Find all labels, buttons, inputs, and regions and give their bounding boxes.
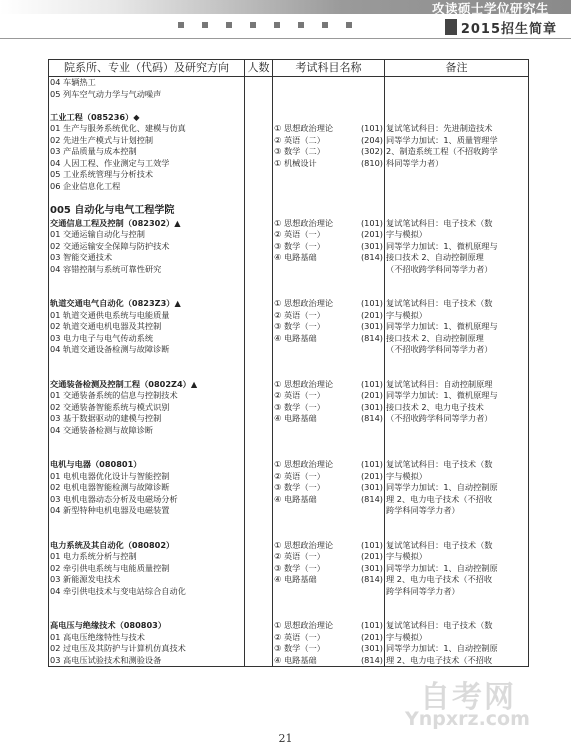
table-row [49,204,529,218]
direction-line: 02 牵引供电系统与电能质量控制 [50,562,170,573]
major-title: 高电压与绝缘技术（080803） [50,620,167,630]
count-cell [245,298,273,379]
subject-line [274,574,383,586]
direction-line: 04 容错控制与系统可靠性研究 [50,263,162,274]
major-title: 交通信息工程及控制（082302）▲ [50,217,181,228]
note-line: 复试笔试科目：电子技术（数 [386,620,493,630]
subjects-cell [273,540,385,621]
notes-cell [385,298,529,379]
subjects-cell [273,379,385,460]
direction-line: 04 新型特种电机电器及电磁装置 [50,505,170,515]
direction-line: 01 交通运输自动化与控制 [50,229,145,239]
note-line: 复试笔试科目：先进制造技术 [386,123,493,133]
note-line: （不招收跨学科同等学力者） [386,413,493,423]
subjects-cell [273,620,385,667]
spacer [50,448,243,460]
subject-name: ② 英语（一） [274,390,325,400]
subject-line [274,551,383,563]
major-title: 电力系统及其自动化（080802） [50,539,175,550]
banner-title: 攻读硕士学位研究生 [431,1,549,16]
note-line: 同等学力加试：1、自动控制原 [386,562,498,573]
subject-name: ① 思想政治理论 [274,298,334,308]
note-line: （不招收跨学科同等学力者） [386,263,493,274]
major-cell [49,204,245,218]
subject-line [274,123,383,135]
subject-line [274,379,383,391]
direction-line: 02 过电压及其防护与计算机仿真技术 [50,643,186,653]
notes-cell [385,77,529,112]
direction-line: 03 产品质量与成本控制 [50,146,137,156]
note-line: 字与模拟） [386,551,427,561]
subject-name: ③ 数学（一） [274,643,325,653]
table-row [49,77,529,112]
count-cell [245,112,273,204]
direction-line: 05 工业系统管理与分析技术 [50,169,154,179]
subject-name: ② 英语（一） [274,551,325,561]
count-cell [245,620,273,667]
direction-line: 04 人因工程、作业测定与工效学 [50,157,170,168]
subject-code: (814) [360,574,383,584]
subject-line [274,563,383,575]
direction-line: 02 电机电器智能检测与故障诊断 [50,482,170,492]
direction-line: 02 轨道交通电机电器及其控制 [50,321,162,331]
page-banner [0,0,571,40]
subject-name: ③ 数学（一） [274,240,325,251]
spacer [274,112,383,124]
subject-line [274,655,383,667]
subject-code: (301) [360,401,383,412]
spacer [50,356,243,368]
count-cell [245,218,273,299]
spacer [50,287,243,299]
subject-line [274,402,383,414]
notes-cell [385,218,529,299]
direction-line: 01 电机电器优化设计与智能控制 [50,470,170,481]
note-line: 理 2、电力电子技术（不招收 [386,574,493,584]
subjects-cell [273,204,385,218]
note-line: 字与模拟） [386,470,427,481]
note-line: 同等学力加试：1、微机原理与 [386,240,498,251]
subject-code: (814) [360,493,383,504]
subject-name: ③ 数学（一） [274,482,325,492]
school-title: 005 自动化与电气工程学院 [50,204,175,216]
major-cell [49,218,245,299]
subject-line [274,241,383,253]
subject-code: (204) [360,134,383,145]
spacer [50,597,243,609]
subject-name: ① 思想政治理论 [274,539,334,550]
subject-name: ④ 电路基础 [274,654,317,665]
subject-code: (814) [360,413,383,423]
table-row [49,218,529,299]
subject-code: (101) [360,123,383,133]
subject-code: (201) [360,631,383,642]
spacer [386,112,527,124]
col-header-notes: 备注 [385,60,529,77]
subject-name: ② 英语（一） [274,309,325,320]
subject-name: ① 机械设计 [274,157,317,168]
watermark-url: Ynpxrz.com [405,708,530,730]
notes-cell [385,540,529,621]
direction-line: 03 基于数据驱动的建模与控制 [50,413,162,423]
subject-line [274,218,383,230]
subject-name: ③ 数学（一） [274,562,325,573]
direction-line: 03 新能源发电技术 [50,574,121,584]
subject-name: ① 思想政治理论 [274,620,334,630]
note-line: 字与模拟） [386,309,427,320]
subject-name: ② 英语（一） [274,229,325,239]
subject-code: (101) [360,539,383,550]
subject-line [274,321,383,333]
note-line: 复试笔试科目：电子技术（数 [386,539,493,550]
subject-name: ③ 数学（二） [274,146,325,156]
note-line: 字与模拟） [386,631,427,642]
subject-code: (301) [360,643,383,653]
subject-code: (101) [360,620,383,630]
col-header-major: 院系所、专业（代码）及研究方向 [49,60,245,77]
major-cell [49,298,245,379]
note-line: 同等学力加试：1、微机原理与 [386,321,498,331]
subject-name: ① 思想政治理论 [274,217,334,228]
note-line: 接口技术 2、自动控制原理 [386,252,484,262]
note-line: 字与模拟） [386,229,427,239]
note-line: 复试笔试科目：电子技术（数 [386,459,493,469]
col-header-subjects: 考试科目名称 [273,60,385,77]
table-row [49,379,529,460]
subject-line [274,135,383,147]
subject-code: (101) [360,217,383,228]
subject-name: ① 思想政治理论 [274,459,334,469]
subject-name: ② 英语（一） [274,470,325,481]
table-row [49,298,529,379]
subject-code: (301) [360,321,383,331]
major-cell [49,620,245,667]
subject-code: (101) [360,459,383,469]
note-line: 同等学力加试：1、质量管理学 [386,134,498,145]
subject-name: ④ 电路基础 [274,332,317,343]
subject-name: ② 英语（二） [274,134,325,145]
subject-name: ① 思想政治理论 [274,123,334,133]
notes-cell [385,620,529,667]
direction-line: 03 电力电子与电气传动系统 [50,332,154,343]
spacer [50,528,243,540]
subject-line [274,333,383,345]
spacer [50,275,243,287]
subject-line [274,459,383,471]
subjects-cell [273,112,385,204]
count-cell [245,77,273,112]
spacer [50,100,243,112]
admissions-table [48,59,529,667]
subjects-cell [273,298,385,379]
subject-code: (201) [360,551,383,561]
subject-name: ④ 电路基础 [274,413,317,423]
subject-name: ③ 数学（一） [274,401,325,412]
direction-line: 02 先进生产模式与计划控制 [50,134,154,145]
note-line: 理 2、电力电子技术（不招收 [386,654,493,665]
subject-line [274,632,383,644]
subject-name: ① 思想政治理论 [274,378,334,389]
subject-code: (814) [360,332,383,343]
note-line: 接口技术 2、电力电子技术 [386,401,484,412]
major-cell [49,77,245,112]
subject-code: (301) [360,562,383,573]
major-cell [49,112,245,204]
direction-line: 06 企业信息化工程 [50,180,121,191]
subject-code: (101) [360,378,383,389]
note-line: 科同等学力者） [386,157,444,168]
page-number: 21 [278,732,293,745]
subject-code: (302) [360,146,383,156]
banner-subtitle [445,17,557,37]
note-line: 同等学力加试：1、自动控制原 [386,482,498,492]
count-cell [245,459,273,540]
subject-line [274,494,383,506]
subject-line [274,158,383,170]
notes-cell [385,112,529,204]
note-line: 接口技术 2、自动控制原理 [386,332,484,343]
direction-line: 01 轨道交通供电系统与电能质量 [50,309,170,320]
note-line: （不招收跨学科同等学力者） [386,344,493,354]
spacer [50,192,243,204]
note-line: 跨学科同等学力者） [386,585,460,596]
direction-line: 04 牵引供电技术与变电站综合自动化 [50,585,186,596]
spacer [50,436,243,448]
note-line: 复试笔试科目：电子技术（数 [386,217,493,228]
subject-code: (814) [360,654,383,665]
subject-line [274,482,383,494]
subject-code: (301) [360,240,383,251]
subject-name: ④ 电路基础 [274,574,317,584]
note-line: 理 2、电力电子技术（不招收 [386,493,493,504]
table-row [49,620,529,667]
subject-line [274,471,383,483]
direction-line: 04 车辆热工 [50,77,96,87]
note-line: 2、制造系统工程（不招收跨学 [386,146,498,156]
subject-line [274,390,383,402]
note-line: 跨学科同等学力者） [386,505,460,515]
count-cell [245,204,273,218]
subject-code: (814) [360,252,383,262]
subject-line [274,643,383,655]
note-line: 复试笔试科目：电子技术（数 [386,298,493,308]
note-line: 同等学力加试：1、自动控制原 [386,643,498,653]
subjects-cell [273,218,385,299]
col-header-count: 人数 [245,60,273,77]
subject-name: ④ 电路基础 [274,493,317,504]
major-title: 轨道交通电气自动化（0823Z3）▲ [50,298,181,308]
subject-code: (101) [360,298,383,308]
direction-line: 05 列车空气动力学与气动噪声 [50,88,162,99]
subject-name: ③ 数学（一） [274,321,325,331]
direction-line: 03 智能交通技术 [50,252,113,262]
subject-line [274,413,383,425]
major-title: 工业工程（085236）◆ [50,111,140,122]
subject-code: (201) [360,229,383,239]
major-cell [49,379,245,460]
notes-cell [385,459,529,540]
table-row [49,112,529,204]
direction-line: 04 交通装备检测与故障诊断 [50,424,154,435]
major-cell [49,540,245,621]
note-line: 同等学力加试：1、微机原理与 [386,390,498,400]
subject-line [274,540,383,552]
subject-line [274,620,383,632]
subject-code: (810) [360,157,383,168]
subject-name: ④ 电路基础 [274,252,317,262]
table-header-row [49,60,529,77]
subjects-cell [273,77,385,112]
spacer [50,367,243,379]
note-line: 复试笔试科目：自动控制原理 [386,378,493,389]
subject-line [274,310,383,322]
banner-divider [0,38,571,39]
table-row [49,459,529,540]
banner-subtitle-text: 2015招生简章 [460,21,557,37]
subject-code: (201) [360,309,383,320]
banner-decoration [178,22,370,28]
banner-mark-icon [445,19,457,35]
direction-line: 01 生产与服务系统优化、建模与仿真 [50,123,186,133]
direction-line: 01 交通装备系统的信息与控制技术 [50,390,178,400]
direction-line: 01 电力系统分析与控制 [50,551,137,561]
direction-line: 01 高电压绝缘特性与技术 [50,631,145,642]
spacer [50,609,243,621]
major-title: 电机与电器（080801） [50,459,142,469]
count-cell [245,540,273,621]
notes-cell [385,204,529,218]
spacer [50,517,243,529]
notes-cell [385,379,529,460]
subjects-cell [273,459,385,540]
subject-line [274,252,383,264]
subject-line [274,146,383,158]
major-title: 交通装备检测及控制工程（0802Z4）▲ [50,378,198,389]
subject-code: (201) [360,390,383,400]
major-cell [49,459,245,540]
direction-line: 04 轨道交通设备检测与故障诊断 [50,344,170,354]
direction-line: 02 交通运输安全保障与防护技术 [50,240,170,251]
subject-code: (201) [360,470,383,481]
watermark: 自考网 [420,680,516,715]
subject-line [274,298,383,310]
subject-line [274,229,383,241]
direction-line: 03 电机电器动态分析及电磁场分析 [50,493,178,504]
subject-code: (301) [360,482,383,492]
table-row [49,540,529,621]
count-cell [245,379,273,460]
subject-name: ② 英语（一） [274,631,325,642]
direction-line: 02 交通装备智能系统与模式识别 [50,401,170,412]
direction-line: 03 高电压试验技术和测验设备 [50,654,162,665]
